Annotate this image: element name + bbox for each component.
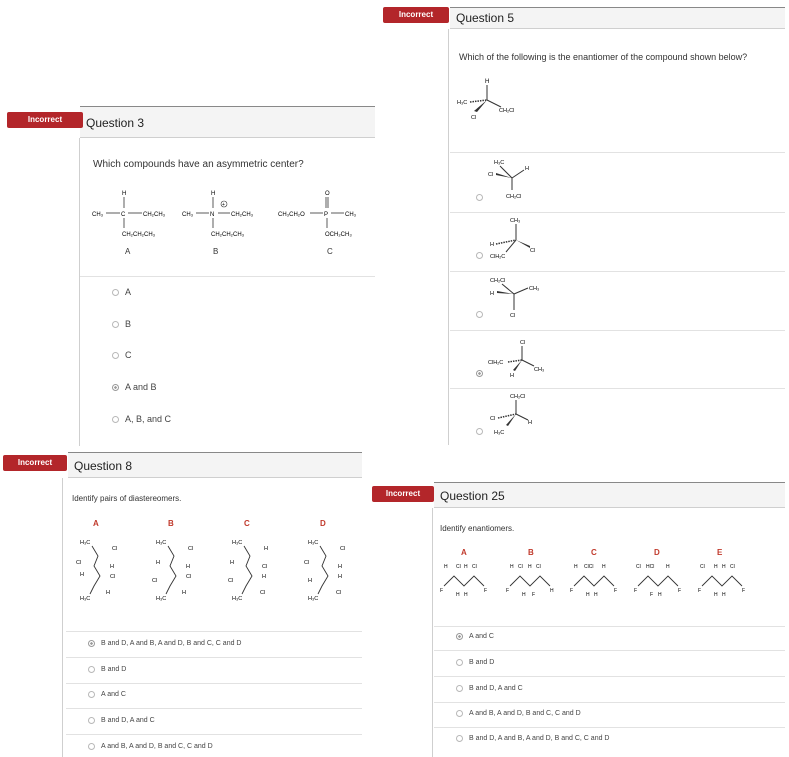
question-25-structure-label-a: A (461, 548, 467, 557)
svg-text:Cl: Cl (520, 340, 526, 346)
svg-text:Cl: Cl (488, 172, 494, 178)
question-25-structures (440, 560, 785, 600)
svg-text:Cl: Cl (262, 564, 268, 570)
svg-text:Cl: Cl (336, 590, 342, 596)
question-5-divider (450, 330, 785, 331)
question-8-structure-label-d: D (320, 519, 326, 528)
question-8-structure-label-c: C (244, 519, 250, 528)
svg-text:C: C (121, 212, 126, 218)
svg-text:CH₃: CH₃ (92, 212, 104, 218)
question-8-option-1[interactable] (88, 640, 241, 647)
svg-text:P: P (324, 212, 329, 218)
question-8-structures (66, 534, 366, 604)
svg-text:H: H (490, 291, 494, 297)
svg-text:Cl: Cl (456, 564, 461, 570)
svg-text:CH₃: CH₃ (534, 367, 545, 373)
question-3-option-a[interactable] (112, 287, 131, 297)
radio-button[interactable] (112, 416, 119, 423)
option-label: C (125, 350, 132, 360)
radio-button[interactable] (88, 717, 95, 724)
radio-button[interactable] (88, 691, 95, 698)
question-5-divider (450, 152, 785, 153)
svg-text:H: H (602, 564, 606, 570)
question-25-divider (434, 702, 785, 703)
option-label: B and D (469, 659, 495, 666)
question-3-option-b[interactable] (112, 319, 131, 329)
svg-text:F: F (506, 588, 510, 594)
svg-text:CH₂CH₂CH₃: CH₂CH₂CH₃ (211, 232, 245, 238)
radio-button[interactable] (112, 352, 119, 359)
radio-button[interactable] (112, 321, 119, 328)
question-5-option-4-structure (486, 336, 556, 382)
svg-text:H: H (186, 564, 190, 570)
option-label: A (125, 287, 132, 297)
svg-text:CH₃: CH₃ (510, 218, 521, 224)
question-5-header (450, 7, 785, 29)
svg-text:H₃C: H₃C (494, 160, 505, 166)
question-5-left-border (448, 29, 449, 445)
svg-text:CH₂CH₂CH₃: CH₂CH₂CH₃ (122, 232, 156, 238)
svg-text:H: H (456, 592, 460, 598)
radio-button-selected[interactable] (88, 640, 95, 647)
svg-text:H₃C: H₃C (156, 596, 167, 602)
radio-button[interactable] (456, 710, 463, 717)
svg-text:F: F (484, 588, 488, 594)
svg-text:H: H (525, 166, 529, 172)
svg-text:Cl: Cl (228, 578, 234, 584)
question-25-structure-label-e: E (717, 548, 723, 557)
radio-button[interactable] (88, 666, 95, 673)
svg-text:OCH₂CH₃: OCH₂CH₃ (325, 232, 352, 238)
question-5-option-1-structure (486, 156, 556, 202)
svg-text:CH₂CH₃: CH₂CH₃ (143, 212, 166, 218)
svg-text:Cl: Cl (112, 546, 118, 552)
radio-button[interactable] (456, 659, 463, 666)
svg-text:H₃C: H₃C (308, 596, 319, 602)
radio-button[interactable] (476, 311, 483, 318)
svg-text:CH₃: CH₃ (345, 212, 357, 218)
option-label: B and D, A and B, A and D, B and C, C and D (101, 640, 242, 647)
svg-text:H₃C: H₃C (80, 596, 91, 602)
question-5-divider (450, 212, 785, 213)
question-3-prompt: Which compounds have an asymmetric center? (93, 159, 304, 170)
question-3-incorrect-badge: Incorrect (7, 112, 83, 128)
question-3-option-c[interactable] (112, 350, 132, 360)
question-5-prompt: Which of the following is the enantiomer of the compound shown below? (459, 52, 748, 62)
question-25-divider (434, 626, 785, 627)
question-8-option-2[interactable] (88, 666, 126, 673)
svg-text:H: H (722, 592, 726, 598)
svg-text:CH₂CH₃: CH₂CH₃ (231, 212, 254, 218)
question-8-option-4[interactable] (88, 717, 155, 724)
option-label: B and D, A and C (469, 685, 523, 692)
svg-text:H: H (510, 373, 514, 379)
question-25-divider (434, 650, 785, 651)
question-3-structure-label-a: A (125, 247, 131, 256)
svg-text:H: H (464, 592, 468, 598)
svg-text:H: H (338, 574, 342, 580)
svg-text:H: H (586, 592, 590, 598)
question-5-option-5-structure (486, 390, 556, 438)
radio-button-selected[interactable] (112, 384, 119, 391)
svg-text:F: F (742, 588, 746, 594)
question-5-option-2-structure (486, 214, 556, 262)
svg-text:CH₂Cl: CH₂Cl (490, 278, 506, 284)
svg-text:Cl: Cl (530, 248, 536, 254)
svg-text:Cl: Cl (636, 564, 641, 570)
svg-text:Cl: Cl (110, 574, 116, 580)
question-8-prompt: Identify pairs of diastereomers. (72, 494, 182, 503)
svg-text:Cl: Cl (472, 564, 477, 570)
svg-text:HCl: HCl (646, 564, 655, 570)
svg-text:Cl: Cl (490, 416, 496, 422)
svg-text:Cl: Cl (510, 313, 516, 319)
question-5-option-3-structure (486, 274, 556, 320)
svg-text:CH₂Cl: CH₂Cl (499, 108, 515, 114)
question-8-divider (66, 708, 362, 709)
svg-text:N: N (210, 212, 215, 218)
question-25-left-border (432, 508, 433, 757)
svg-text:CH₃: CH₃ (529, 286, 540, 292)
question-5-incorrect-badge: Incorrect (383, 7, 449, 23)
question-5-divider (450, 271, 785, 272)
question-8-option-5[interactable] (88, 743, 213, 750)
question-8-option-3[interactable] (88, 691, 126, 698)
svg-text:H: H (156, 560, 160, 566)
question-25-header (434, 482, 785, 508)
question-25-divider (434, 727, 785, 728)
svg-text:H₃C: H₃C (156, 540, 167, 546)
question-8-divider (66, 657, 362, 658)
question-25-prompt: Identify enantiomers. (440, 524, 515, 533)
svg-text:H: H (528, 420, 532, 426)
svg-text:H: H (308, 578, 312, 584)
svg-text:F: F (634, 588, 638, 594)
question-25-structure-label-d: D (654, 548, 660, 557)
question-5-option-2[interactable] (476, 252, 483, 259)
question-5-title: Question 5 (456, 11, 515, 25)
question-5-option-1[interactable] (476, 194, 483, 201)
svg-text:Cl: Cl (186, 574, 192, 580)
radio-button-selected[interactable] (456, 633, 463, 640)
svg-text:CH₂Cl: CH₂Cl (510, 394, 526, 400)
svg-text:CH₃CH₂O: CH₃CH₂O (278, 212, 305, 218)
question-8-incorrect-badge: Incorrect (3, 455, 67, 471)
svg-text:H₃C: H₃C (80, 540, 91, 546)
question-25-option-3[interactable] (456, 685, 523, 692)
question-25-option-4[interactable] (456, 710, 581, 717)
svg-text:F: F (678, 588, 682, 594)
question-3-structure-label-b: B (213, 247, 219, 256)
radio-button[interactable] (476, 428, 483, 435)
question-8-divider (66, 734, 362, 735)
svg-text:ClCl: ClCl (584, 564, 594, 570)
svg-text:H: H (714, 564, 718, 570)
radio-button-selected[interactable] (476, 370, 483, 377)
svg-text:F: F (532, 592, 536, 598)
svg-text:H: H (110, 564, 114, 570)
svg-text:H: H (230, 560, 234, 566)
question-3-header (80, 106, 375, 138)
option-label: A and C (101, 691, 126, 698)
question-25-structure-label-c: C (591, 548, 597, 557)
question-3-divider (80, 276, 375, 277)
svg-text:H₃C: H₃C (494, 430, 505, 436)
svg-text:F: F (614, 588, 618, 594)
question-25-option-1[interactable] (456, 633, 494, 640)
option-label: B and D (101, 666, 127, 673)
svg-text:F: F (440, 588, 444, 594)
radio-button[interactable] (112, 289, 119, 296)
question-3-title: Question 3 (86, 116, 145, 130)
question-8-left-border (62, 478, 63, 757)
svg-text:+: + (222, 202, 225, 208)
radio-button[interactable] (476, 252, 483, 259)
option-label: A and B, A and D, B and C, C and D (101, 743, 213, 750)
svg-text:H: H (264, 546, 268, 552)
svg-text:H: H (714, 592, 718, 598)
svg-text:Cl: Cl (304, 560, 310, 566)
svg-text:Cl: Cl (471, 115, 477, 121)
option-label: A and B (125, 382, 157, 392)
svg-text:H₃C: H₃C (308, 540, 319, 546)
question-3-structure-label-c: C (327, 247, 333, 256)
svg-text:Cl: Cl (536, 564, 541, 570)
svg-text:H: H (574, 564, 578, 570)
svg-text:H: H (666, 564, 670, 570)
svg-text:Cl: Cl (188, 546, 194, 552)
question-8-structure-label-a: A (93, 519, 99, 528)
svg-text:Cl: Cl (518, 564, 523, 570)
svg-text:H: H (510, 564, 514, 570)
question-25-structure-label-b: B (528, 548, 534, 557)
radio-button[interactable] (456, 685, 463, 692)
question-25-option-2[interactable] (456, 659, 494, 666)
question-8-divider (66, 631, 362, 632)
svg-text:H: H (211, 191, 216, 197)
svg-text:Cl: Cl (730, 564, 735, 570)
svg-text:H₃C: H₃C (457, 100, 468, 106)
question-3-left-border (79, 138, 80, 446)
option-label: B (125, 319, 132, 329)
svg-text:H: H (122, 191, 127, 197)
svg-text:H: H (490, 242, 494, 248)
svg-text:H: H (106, 590, 110, 596)
radio-button[interactable] (456, 735, 463, 742)
question-25-divider (434, 676, 785, 677)
svg-text:ClH₂C: ClH₂C (490, 254, 506, 260)
question-5-option-4[interactable] (476, 370, 483, 377)
question-5-divider (450, 388, 785, 389)
svg-text:H: H (522, 592, 526, 598)
svg-text:ClH₂C: ClH₂C (488, 360, 504, 366)
question-25-option-5[interactable] (456, 735, 609, 742)
svg-text:H: H (80, 572, 84, 578)
svg-text:CH₂Cl: CH₂Cl (506, 194, 522, 200)
question-8-structure-label-b: B (168, 519, 174, 528)
svg-text:Cl: Cl (340, 546, 346, 552)
svg-text:H₃C: H₃C (232, 540, 243, 546)
question-8-title: Question 8 (74, 459, 133, 473)
option-label: A and B, A and D, B and C, C and D (469, 710, 581, 717)
svg-text:H: H (182, 590, 186, 596)
svg-text:H: H (722, 564, 726, 570)
svg-text:F: F (650, 592, 654, 598)
svg-text:H: H (528, 564, 532, 570)
svg-text:H: H (550, 588, 554, 594)
svg-text:H: H (658, 592, 662, 598)
option-label: A, B, and C (125, 414, 172, 424)
question-5-option-5[interactable] (476, 428, 483, 435)
svg-text:Cl: Cl (700, 564, 705, 570)
question-25-incorrect-badge: Incorrect (372, 486, 434, 502)
option-label: A and C (469, 633, 494, 640)
svg-text:H: H (464, 564, 468, 570)
question-8-divider (66, 683, 362, 684)
svg-text:F: F (698, 588, 702, 594)
svg-text:Cl: Cl (76, 560, 82, 566)
svg-text:H: H (444, 564, 448, 570)
option-label: B and D, A and C (101, 717, 155, 724)
svg-text:H: H (485, 79, 490, 85)
question-5-option-3[interactable] (476, 311, 483, 318)
radio-button[interactable] (476, 194, 483, 201)
svg-text:F: F (570, 588, 574, 594)
question-3-option-a-and-b[interactable] (112, 382, 157, 392)
svg-text:H₃C: H₃C (232, 596, 243, 602)
svg-text:CH₃: CH₃ (182, 212, 194, 218)
radio-button[interactable] (88, 743, 95, 750)
svg-text:O: O (325, 191, 330, 197)
svg-text:H: H (262, 574, 266, 580)
question-3-option-a-b-and-c[interactable] (112, 414, 171, 424)
question-5-parent-structure (455, 75, 535, 125)
option-label: B and D, A and B, A and D, B and C, C and D (469, 735, 610, 742)
svg-text:H: H (594, 592, 598, 598)
svg-text:H: H (338, 564, 342, 570)
svg-text:Cl: Cl (260, 590, 266, 596)
svg-text:Cl: Cl (152, 578, 158, 584)
question-25-title: Question 25 (440, 489, 505, 503)
question-8-header (68, 452, 362, 478)
